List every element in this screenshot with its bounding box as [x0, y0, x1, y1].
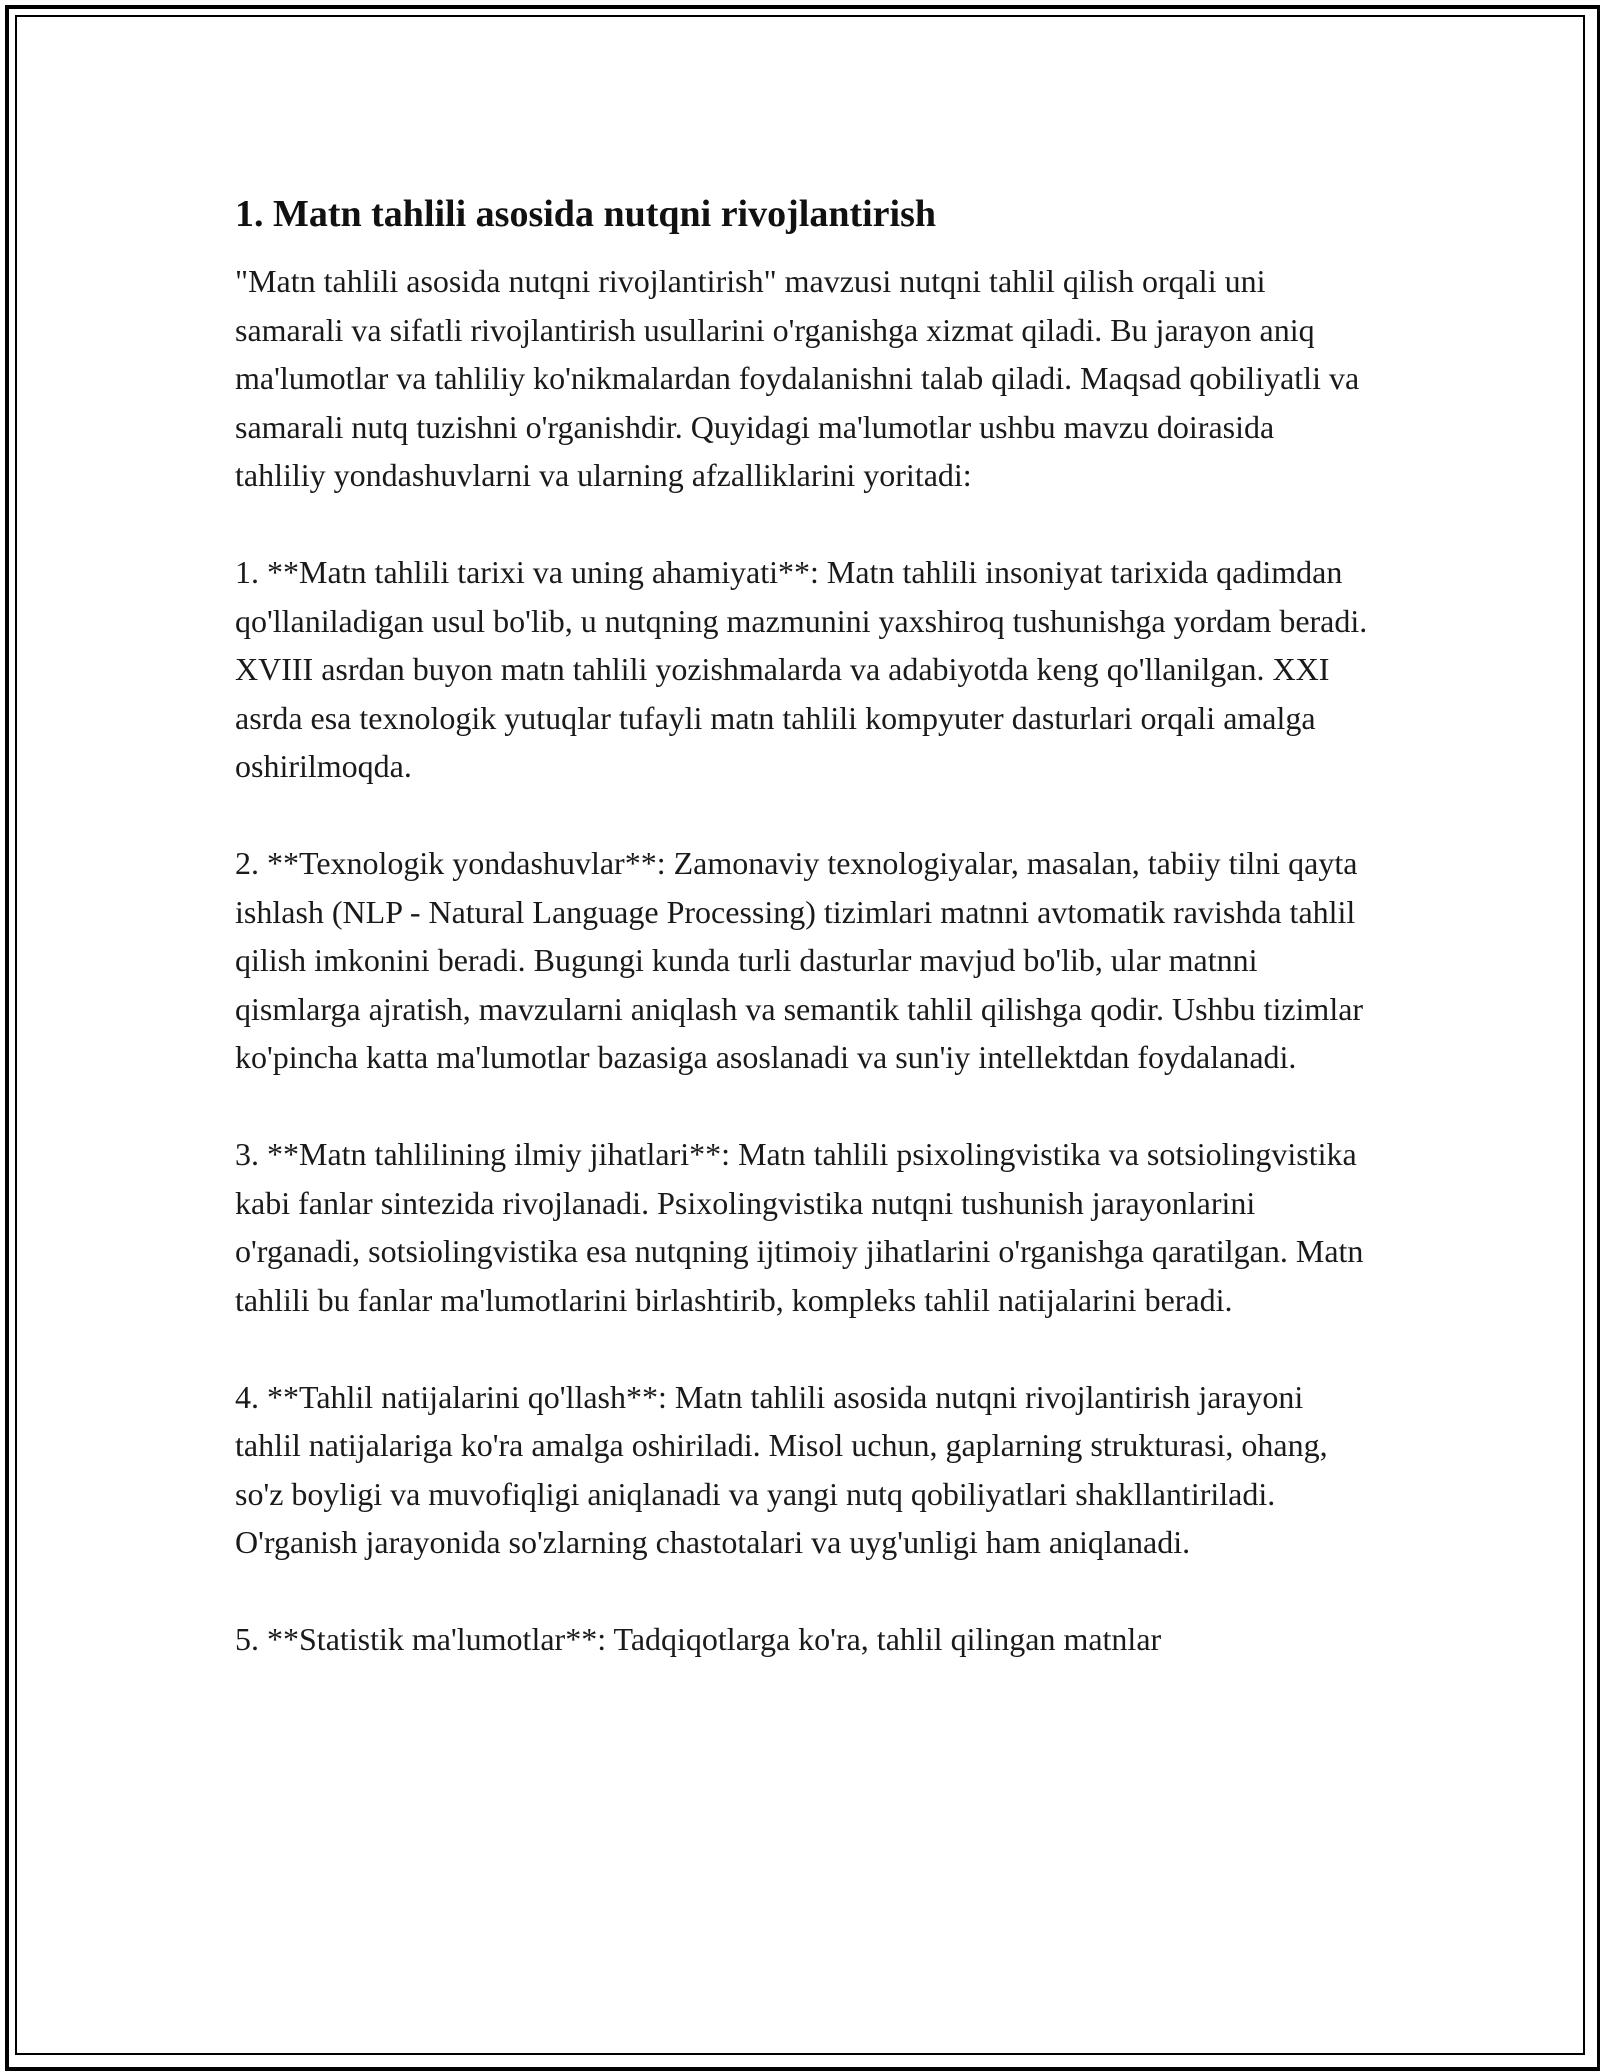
list-item-4-paragraph: 4. **Tahlil natijalarini qo'llash**: Matn tahlili asosida nutqni rivojlantirish jarayoni tahlil natijalariga ko'ra amalga oshiriladi. Misol uchun, gaplarning strukturasi, ohang, so'z boyligi va muvofiqligi aniqlanadi va yangi nutq qobiliyatlari shakllantiriladi. O'rganish jarayonida so'zlarning chastotalari va uyg'unligi ham aniqlanadi.: [235, 1378, 1328, 1560]
list-item-5-paragraph: 5. **Statistik ma'lumotlar**: Tadqiqotlarga ko'ra, tahlil qilingan matnlar: [235, 1621, 1162, 1657]
document-body: [235, 185, 1370, 1712]
intro-paragraph: "Matn tahlili asosida nutqni rivojlantirish" mavzusi nutqni tahlil qilish orqali uni samarali va sifatli rivojlantirish usullarini o'rganishga xizmat qiladi. Bu jarayon aniq ma'lumotlar va tahliliy ko'nikmalardan foydalanishni talab qiladi. Maqsad qobiliyatli va samarali nutq tuzishni o'rganishdir. Quyidagi ma'lumotlar ushbu mavzu doirasida tahliliy yondashuvlarni va ularning afzalliklarini yoritadi:: [235, 263, 1360, 493]
list-item-1-paragraph: 1. **Matn tahlili tarixi va uning ahamiyati**: Matn tahlili insoniyat tarixida qadimdan qo'llaniladigan usul bo'lib, u nutqning mazmunini yaxshiroq tushunishga yordam beradi. XVIII asrdan buyon matn tahlili yozishmalarda va adabiyotda keng qo'llanilgan. XXI asrda esa texnologik yutuqlar tufayli matn tahlili kompyuter dasturlari orqali amalga oshirilmoqda.: [235, 554, 1368, 784]
document-title: 1. Matn tahlili asosida nutqni rivojlantirish: [235, 193, 937, 235]
list-item-3-paragraph: 3. **Matn tahlilining ilmiy jihatlari**: Matn tahlili psixolingvistika va sotsiolingvistika kabi fanlar sintezida rivojlanadi. Psixolingvistika nutqni tushunish jarayonlarini o'rganadi, sotsiolingvistika esa nutqning ijtimoiy jihatlarini o'rganishga qaratilgan. Matn tahlili bu fanlar ma'lumotlarini birlashtirib, kompleks tahlil natijalarini beradi.: [235, 1136, 1364, 1318]
list-item-2-paragraph: 2. **Texnologik yondashuvlar**: Zamonaviy texnologiyalar, masalan, tabiiy tilni qayta ishlash (NLP - Natural Language Processing) tizimlari matnni avtomatik ravishda tahlil qilish imkonini beradi. Bugungi kunda turli dasturlar mavjud bo'lib, ular matnni qismlarga ajratish, mavzularni aniqlash va semantik tahlil qilishga qodir. Ushbu tizimlar ko'pincha katta ma'lumotlar bazasiga asoslanadi va sun'iy intellektdan foydalanadi.: [235, 845, 1364, 1075]
